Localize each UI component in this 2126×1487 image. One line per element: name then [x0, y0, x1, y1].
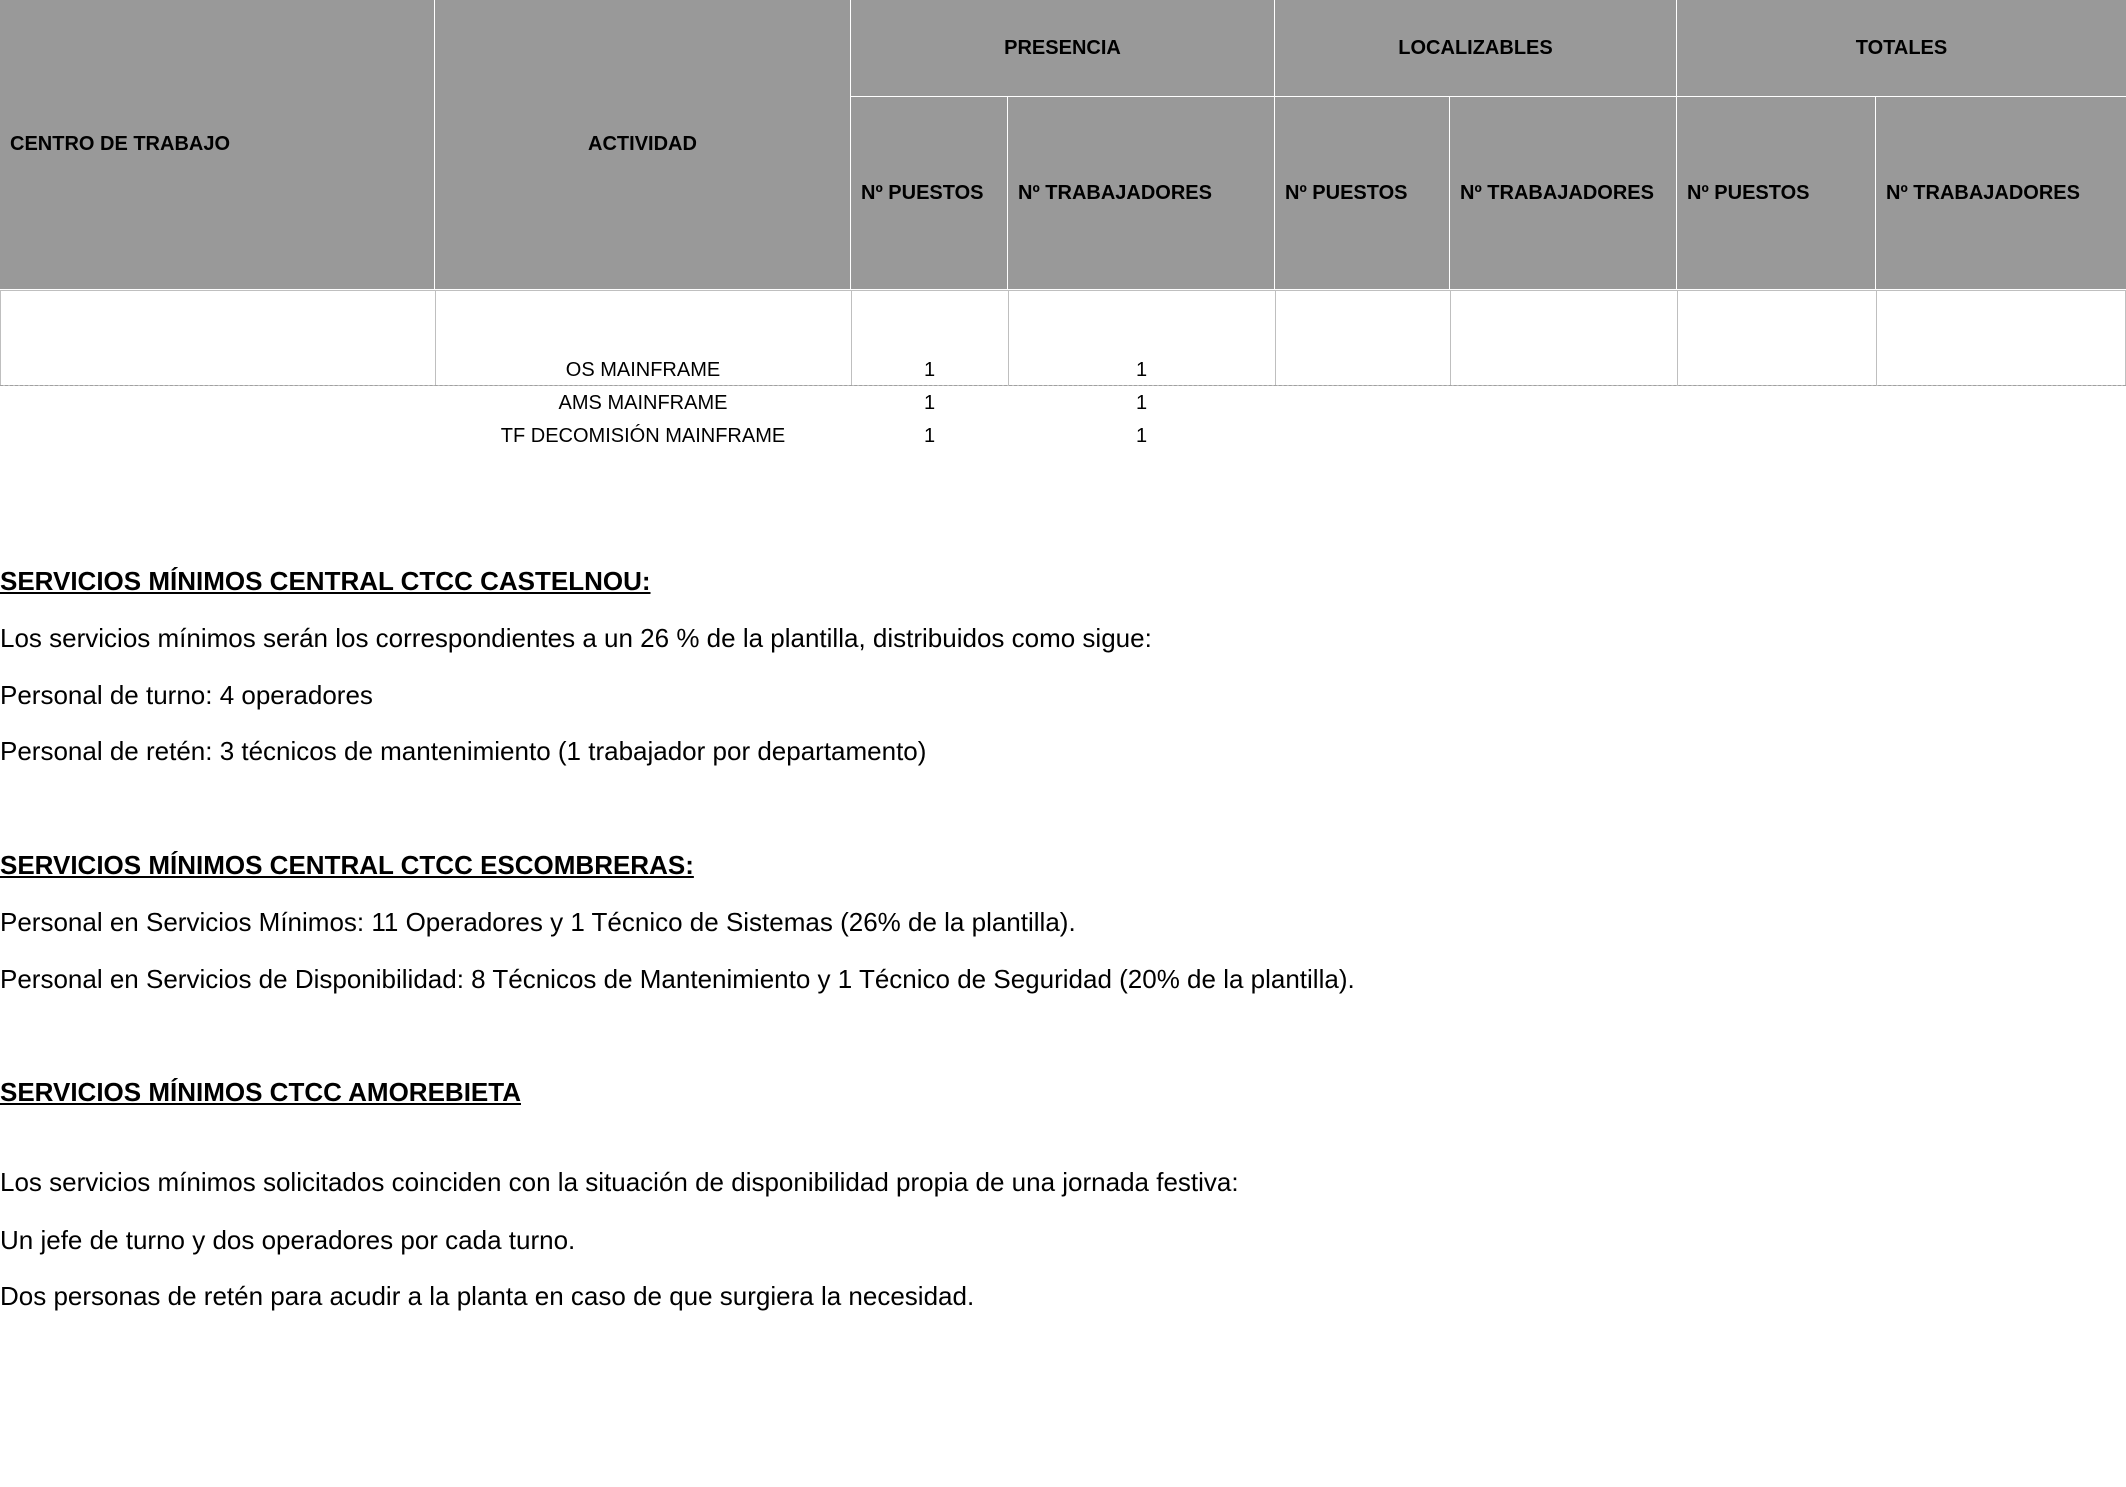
header-totales-puestos — [1677, 97, 1876, 290]
amorebieta-title: SERVICIOS MÍNIMOS CTCC AMOREBIETA — [0, 1077, 521, 1107]
castelnou-line-3: Personal de retén: 3 técnicos de mantenimiento (1 trabajador por departamento) — [0, 736, 927, 766]
subheader-label: Nº PUESTOS — [1285, 181, 1408, 204]
header-localizables-trabajadores — [1450, 97, 1677, 290]
header-presencia-label: PRESENCIA — [1004, 36, 1121, 59]
castelnou-line-1: Los servicios mínimos serán los correspondientes a un 26 % de la plantilla, distribuidos como sigue: — [0, 623, 1152, 653]
castelnou-title: SERVICIOS MÍNIMOS CENTRAL CTCC CASTELNOU: — [0, 566, 651, 596]
table-row-3-puestos: 1 — [923, 425, 936, 447]
cell-totales-trabajadores — [1876, 290, 2126, 386]
header-localizables-puestos — [1275, 97, 1450, 290]
header-totales-label: TOTALES — [1855, 36, 1948, 59]
table-row-2-trabajadores: 1 — [1135, 392, 1148, 414]
header-centro-de-trabajo — [0, 0, 435, 290]
castelnou-line-2: Personal de turno: 4 operadores — [0, 680, 373, 710]
header-localizables — [1275, 0, 1677, 97]
table-row-3-actividad: TF DECOMISIÓN MAINFRAME — [500, 425, 786, 447]
table-row-2-puestos: 1 — [923, 392, 936, 414]
header-presencia-puestos — [851, 97, 1008, 290]
header-actividad — [435, 0, 851, 290]
escombreras-title: SERVICIOS MÍNIMOS CENTRAL CTCC ESCOMBRERAS: — [0, 850, 694, 880]
cell-totales-puestos — [1677, 290, 1877, 386]
subheader-label: Nº TRABAJADORES — [1018, 181, 1212, 204]
subheader-label: Nº TRABAJADORES — [1460, 181, 1654, 204]
table-row-1-trabajadores: 1 — [1135, 359, 1148, 381]
row-divider — [0, 385, 2126, 386]
header-totales-trabajadores — [1876, 97, 2126, 290]
amorebieta-line-3: Dos personas de retén para acudir a la planta en caso de que surgiera la necesidad. — [0, 1281, 975, 1311]
cell-localizables-trabajadores — [1450, 290, 1678, 386]
table-row-2-actividad: AMS MAINFRAME — [558, 392, 728, 414]
escombreras-line-2: Personal en Servicios de Disponibilidad: 8 Técnicos de Mantenimiento y 1 Técnico de Seguridad (20% de la plantilla). — [0, 964, 1355, 994]
header-localizables-label: LOCALIZABLES — [1398, 36, 1553, 59]
escombreras-line-1: Personal en Servicios Mínimos: 11 Operadores y 1 Técnico de Sistemas (26% de la plantilla). — [0, 907, 1076, 937]
table-row-1-puestos: 1 — [923, 359, 936, 381]
subheader-label: Nº PUESTOS — [1687, 181, 1810, 204]
table-row-1-actividad: OS MAINFRAME — [565, 359, 721, 381]
cell-centro — [0, 290, 436, 386]
amorebieta-line-1: Los servicios mínimos solicitados coinciden con la situación de disponibilidad propia de una jornada festiva: — [0, 1167, 1239, 1197]
header-actividad-label: ACTIVIDAD — [588, 133, 697, 155]
table-row-3-trabajadores: 1 — [1135, 425, 1148, 447]
subheader-label: Nº PUESTOS — [861, 181, 984, 204]
amorebieta-line-2: Un jefe de turno y dos operadores por cada turno. — [0, 1225, 576, 1255]
header-presencia — [851, 0, 1275, 97]
header-totales — [1677, 0, 2126, 97]
header-centro-label: CENTRO DE TRABAJO — [10, 133, 231, 155]
subheader-label: Nº TRABAJADORES — [1886, 181, 2080, 204]
cell-localizables-puestos — [1275, 290, 1451, 386]
header-presencia-trabajadores — [1008, 97, 1275, 290]
